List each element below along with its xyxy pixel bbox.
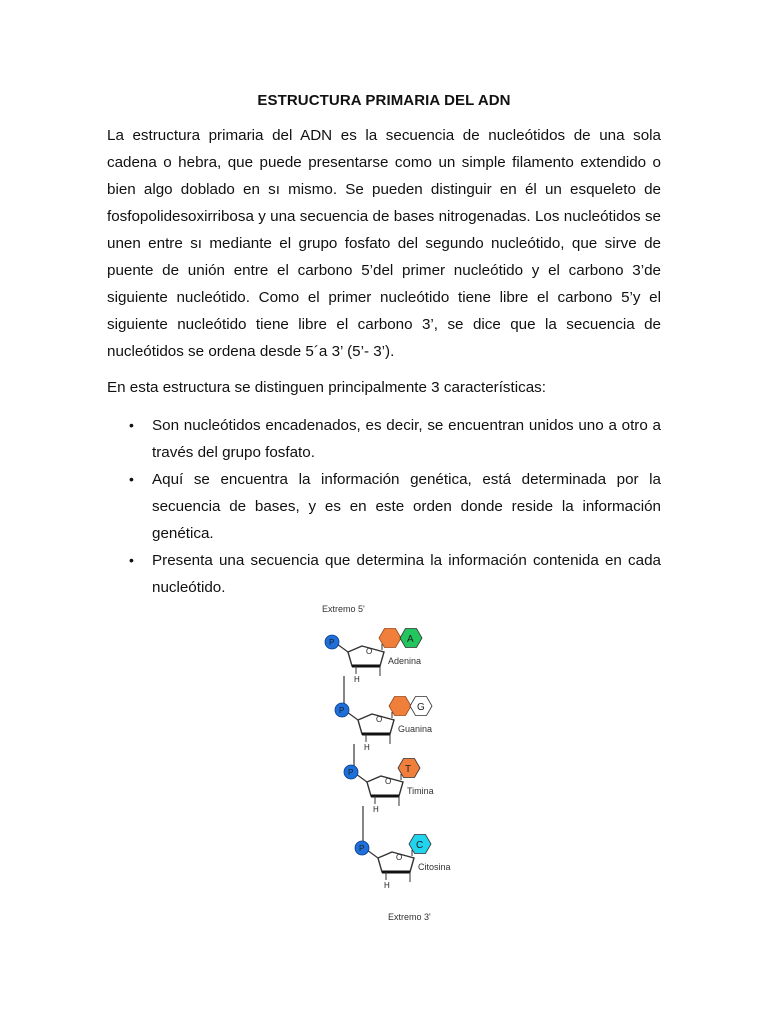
list-item-text: Presenta una secuencia que determina la información contenida en cada nucleótido. <box>152 552 661 596</box>
list-item-text: Aquí se encuentra la información genética, está determinada por la secuencia de bases, y es en este orden donde reside la información genética. <box>152 471 661 542</box>
list-item <box>107 412 661 466</box>
base-name-label: Timina <box>407 786 434 796</box>
list-item-text: Son nucleótidos encadenados, es decir, se encuentran unidos uno a otro a través del grupo fosfato. <box>152 417 661 461</box>
oxygen-label: O <box>396 853 403 862</box>
paragraph-2-block <box>107 374 661 401</box>
extremo-3-label: Extremo 3' <box>388 912 431 922</box>
paragraph-2: En esta estructura se distinguen principalmente 3 características: <box>107 379 546 396</box>
paragraph-1: La estructura primaria del ADN es la secuencia de nucleótidos de una sola cadena o hebra, que puede presentarse como un simple filamento extendido o bien algo doblado en sı mismo. Se pueden distinguir en él un esqueleto de fosfopolidesoxirribosa y una secuencia de bases nitrogenadas. Los nucleótidos se unen entre sı mediante el grupo fosfato del segundo nucleótido, que sirve de puente de unión entre el carbono 5’del primer nucleótido y el carbono 3’de siguiente nucleótido. Como el primer nucleótido tiene libre el carbono 5’y el siguiente nucleótido tiene libre el carbono 3’, se dice que la secuencia de nucleótidos se ordena desde 5´a 3’ (5’- 3’). <box>107 127 661 360</box>
hydrogen-label: H <box>384 881 390 890</box>
base-letter: C <box>416 840 424 851</box>
base-letter: G <box>417 702 425 713</box>
dna-strand-figure <box>312 598 472 928</box>
oxygen-label: O <box>366 647 373 656</box>
page-title: ESTRUCTURA PRIMARIA DEL ADN <box>257 92 511 109</box>
list-item <box>107 466 661 547</box>
phosphate-label: P <box>359 844 365 853</box>
extremo-5-label: Extremo 5' <box>322 604 365 614</box>
base-letter: T <box>405 764 412 775</box>
dna-strand-diagram <box>312 598 472 928</box>
bullet-icon: • <box>129 417 134 433</box>
hydrogen-label: H <box>364 743 370 752</box>
hydrogen-label: H <box>354 675 360 684</box>
oxygen-label: O <box>376 715 383 724</box>
base-name-label: Adenina <box>388 656 422 666</box>
phosphate-label: P <box>348 768 354 777</box>
base-letter: A <box>407 634 414 645</box>
hydrogen-label: H <box>373 805 379 814</box>
paragraph-1-block <box>107 122 661 365</box>
phosphate-label: P <box>329 638 335 647</box>
base-name-label: Citosina <box>418 862 451 872</box>
bullet-icon: • <box>129 471 134 487</box>
phosphate-label: P <box>339 706 345 715</box>
oxygen-label: O <box>385 777 392 786</box>
characteristics-list <box>107 412 661 601</box>
base-name-label: Guanina <box>398 724 433 734</box>
list-item <box>107 547 661 601</box>
bullet-icon: • <box>129 552 134 568</box>
